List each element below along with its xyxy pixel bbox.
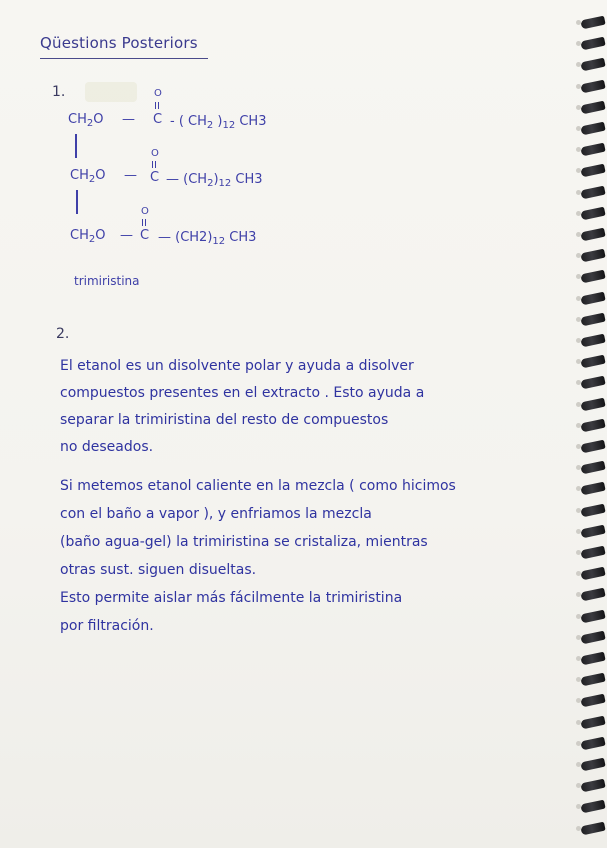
- row3-carbon: C: [140, 228, 150, 243]
- punch-hole: [576, 614, 581, 619]
- spiral-coil: [580, 821, 605, 835]
- spiral-coil: [580, 16, 605, 30]
- spiral-coil: [580, 312, 605, 326]
- q2-paragraph-2: [60, 472, 456, 640]
- row2-chain: — $(CH_2)_{12}$ CH3: [166, 172, 263, 189]
- row2-oxygen: O: [151, 148, 159, 159]
- spiral-coil: [580, 715, 605, 729]
- spiral-coil: [580, 249, 605, 263]
- text-line: otras sust. siguen disueltas.: [60, 562, 257, 578]
- punch-hole: [576, 762, 581, 767]
- compound-name: trimiristina: [74, 274, 140, 288]
- punch-hole: [576, 402, 581, 407]
- punch-hole: [576, 826, 581, 831]
- punch-hole: [576, 656, 581, 661]
- text-line: (baño agua-gel) la trimiristina se cristaliza, mientras: [60, 534, 428, 550]
- text-line: separar la trimiristina del resto de compuestos: [60, 412, 389, 428]
- punch-hole: [576, 84, 581, 89]
- spiral-coil: [580, 418, 605, 432]
- q1-number: 1.: [52, 84, 66, 100]
- spiral-coil: [580, 79, 605, 93]
- spiral-coil: [580, 524, 605, 538]
- row2-bond: —: [124, 168, 137, 183]
- spiral-coil: [580, 482, 605, 496]
- spiral-coil: [580, 461, 605, 475]
- spiral-coil: [580, 334, 605, 348]
- row1-carbon: C: [153, 112, 163, 127]
- spiral-coil: [580, 397, 605, 411]
- spiral-coil: [580, 185, 605, 199]
- punch-hole: [576, 126, 581, 131]
- spiral-coil: [580, 503, 605, 517]
- spiral-coil: [580, 355, 605, 369]
- spiral-coil: [580, 440, 605, 454]
- spiral-coil: [580, 122, 605, 136]
- row3-bond: —: [120, 228, 133, 243]
- row2-ch2o: $CH_2O$: [70, 168, 106, 185]
- punch-hole: [576, 232, 581, 237]
- backbone-bond-1: [75, 134, 77, 158]
- spiral-coil: [580, 567, 605, 581]
- q2-number: 2.: [56, 326, 70, 342]
- row3-double-bond: [142, 219, 146, 226]
- row3-ch2o: $CH_2O$: [70, 228, 106, 245]
- spiral-coil: [580, 270, 605, 284]
- row1-double-bond: [155, 102, 159, 109]
- punch-hole: [576, 720, 581, 725]
- spiral-coil: [580, 100, 605, 114]
- spiral-coil: [580, 779, 605, 793]
- spiral-coil: [580, 546, 605, 560]
- page-heading: Qüestions Posteriors: [40, 34, 198, 52]
- punch-hole: [576, 444, 581, 449]
- punch-hole: [576, 741, 581, 746]
- spiral-coil: [580, 58, 605, 72]
- text-line: Si metemos etanol caliente en la mezcla ( como hicimos: [60, 478, 456, 494]
- punch-hole: [576, 529, 581, 534]
- text-line: Esto permite aislar más fácilmente la trimiristina: [60, 590, 403, 606]
- spiral-coil: [580, 609, 605, 623]
- spiral-coil: [580, 736, 605, 750]
- spiral-coil: [580, 228, 605, 242]
- row1-bond: —: [122, 112, 135, 127]
- row3-chain: — $(CH2)_{12}$ CH3: [158, 230, 257, 247]
- spiral-coil: [580, 376, 605, 390]
- punch-hole: [576, 211, 581, 216]
- spiral-coil: [580, 164, 605, 178]
- text-line: El etanol es un disolvente polar y ayuda a disolver: [60, 358, 414, 374]
- row2-double-bond: [152, 161, 156, 168]
- punch-hole: [576, 550, 581, 555]
- spiral-coil: [580, 694, 605, 708]
- punch-hole: [576, 508, 581, 513]
- spiral-coil: [580, 206, 605, 220]
- spiral-coil: [580, 758, 605, 772]
- backbone-bond-2: [76, 190, 78, 214]
- row1-ch2o: $CH_2O$: [68, 112, 104, 129]
- spiral-coil: [580, 37, 605, 51]
- punch-hole: [576, 317, 581, 322]
- q2-paragraph-1: [60, 353, 424, 461]
- spiral-coil: [580, 652, 605, 666]
- punch-hole: [576, 20, 581, 25]
- spiral-coil: [580, 800, 605, 814]
- punch-hole: [576, 296, 581, 301]
- spiral-binding: [577, 18, 607, 848]
- row2-carbon: C: [150, 170, 160, 185]
- punch-hole: [576, 105, 581, 110]
- spiral-coil: [580, 673, 605, 687]
- punch-hole: [576, 423, 581, 428]
- spiral-coil: [580, 588, 605, 602]
- text-line: compuestos presentes en el extracto . Esto ayuda a: [60, 385, 425, 401]
- spiral-coil: [580, 630, 605, 644]
- erased-mark: [85, 82, 137, 102]
- row1-chain: - ( $CH_2$ )$_{12}$ CH3: [170, 114, 267, 131]
- text-line: con el baño a vapor ), y enfriamos la mezcla: [60, 506, 372, 522]
- row3-oxygen: O: [141, 206, 149, 217]
- text-line: por filtración.: [60, 618, 154, 634]
- text-line: no deseados.: [60, 439, 154, 455]
- punch-hole: [576, 338, 581, 343]
- heading-underline: [40, 58, 208, 59]
- punch-hole: [576, 190, 581, 195]
- row1-oxygen: O: [154, 88, 162, 99]
- punch-hole: [576, 635, 581, 640]
- spiral-coil: [580, 143, 605, 157]
- spiral-coil: [580, 291, 605, 305]
